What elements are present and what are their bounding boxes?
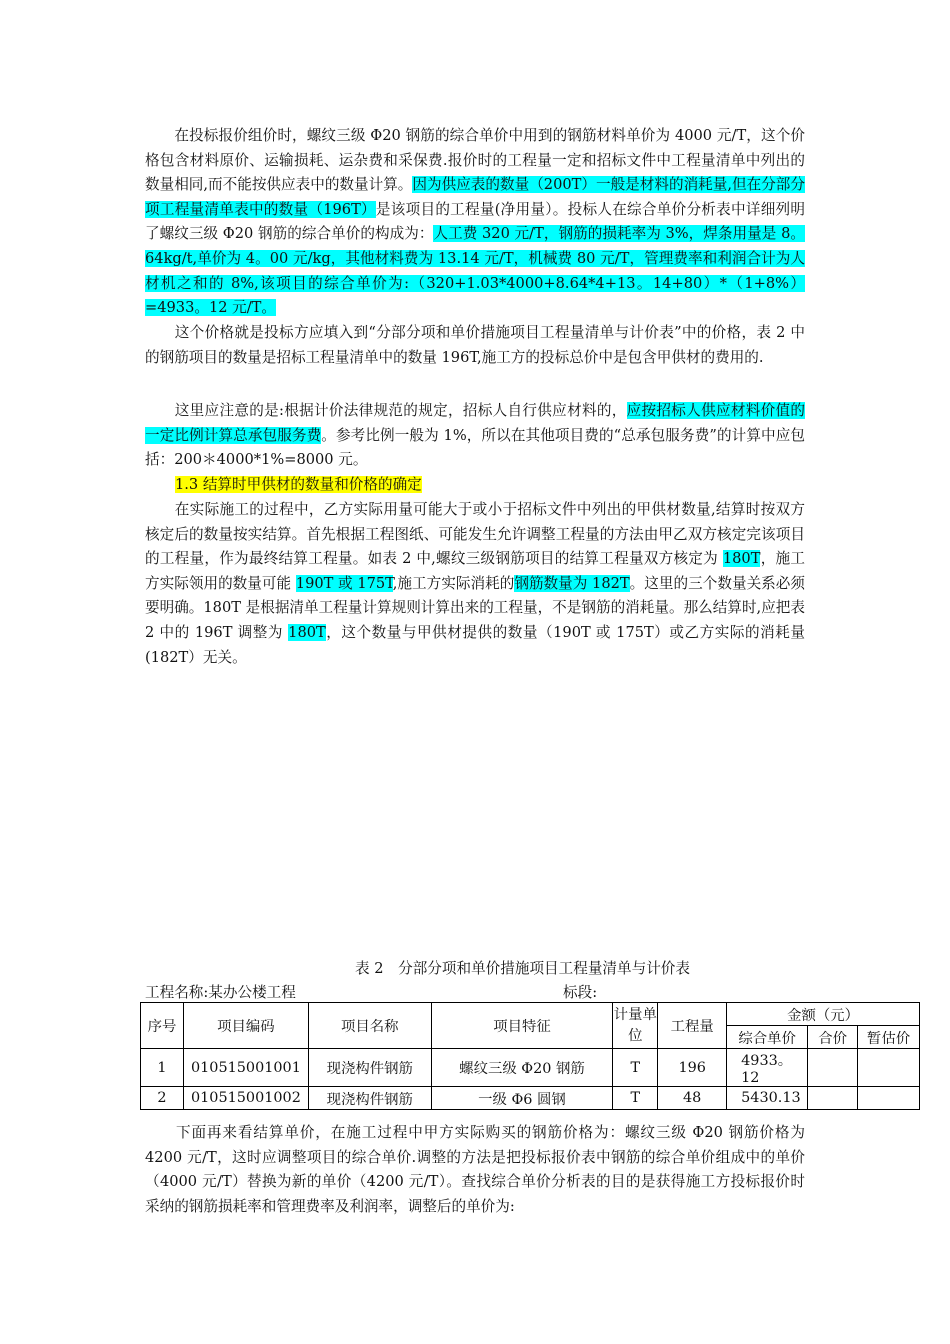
section-stage-label: 标段: xyxy=(563,984,598,1001)
header-feature: 项目特征 xyxy=(431,1003,613,1049)
cell-total xyxy=(808,1049,858,1087)
paragraph-price-explanation: 这个价格就是投标方应填入到“分部分项和单价措施项目工程量清单与计价表”中的价格，表 2 中的钢筋项目的数量是招标工程量清单中的数量 196T,施工方的投标总价中是包含甲供材的费用的. xyxy=(145,324,805,366)
highlighted-text-run: 但在分部分项工程量清单表中的数量（196T） xyxy=(145,176,805,218)
header-code: 项目编码 xyxy=(183,1003,308,1049)
text-run: ，施工方实际领用的数量可能 xyxy=(145,550,805,592)
cell-name: 现浇构件钢筋 xyxy=(308,1087,431,1110)
highlighted-text-run: 钢筋数量为 182T xyxy=(514,574,630,592)
cell-unit-price: 4933。12 xyxy=(727,1049,808,1087)
text-run: 这里应注意的是:根据计价法律规范的规定，招标人自行供应材料的， xyxy=(145,402,627,419)
project-name: 工程名称:某办公楼工程 xyxy=(145,984,296,1001)
cell-qty: 196 xyxy=(658,1049,727,1087)
cell-code: 010515001002 xyxy=(183,1087,308,1110)
highlighted-text-run: 人工费 320 元/T，钢筋的损耗率为 3%，焊条用量是 8。64kg/t,单价为 4。00 元/kg，其他材料费为 13.14 元/T，机械费 80 元/T，管理费率和利润合计为人材机之和的 8%,该项目的综合单价为:（320+1.03*4000+8.64*4+13。14+80）*（1+8%）=4933。12 元/T。 xyxy=(145,225,805,317)
highlighted-text-run: 因为供应表的数量（200T）一般是材料的消耗量, xyxy=(412,176,732,194)
header-amount: 金额（元） xyxy=(727,1003,920,1026)
text-run: 。这里的三个数量关系必须要明确。180T 是根据清单工程量计算规则计算出来的工程量，不是钢筋的消耗量。那么结算时,应把表 2 中的 196T 调整为 xyxy=(145,574,805,641)
table-caption: 表 2 分部分项和单价措施项目工程量清单与计价表 xyxy=(355,960,690,977)
highlighted-text-run: 应按招标人供应材料价值的一定比例计算总承包服务费 xyxy=(145,402,805,444)
cell-feature: 一级 Φ6 圆钢 xyxy=(431,1087,613,1110)
header-name: 项目名称 xyxy=(308,1003,431,1049)
section-heading xyxy=(145,473,835,498)
highlighted-text-run: 190T 或 175T xyxy=(295,574,393,592)
table-project-line xyxy=(145,981,805,1002)
section-heading-text: 1.3 结算时甲供材的数量和价格的确定 xyxy=(175,476,422,493)
text-run: ，这个数量与甲供材提供的数量（190T 或 175T）或乙方实际的消耗量(182T）无关。 xyxy=(145,623,805,666)
boq-table xyxy=(140,1002,920,1110)
paragraph-bid-pricing xyxy=(145,124,805,321)
header-provisional: 暂估价 xyxy=(858,1026,920,1049)
header-unit: 计量单位 xyxy=(613,1003,658,1049)
cell-total xyxy=(808,1087,858,1110)
table-row xyxy=(141,1087,920,1110)
text-run: 在实际施工的过程中，乙方实际用量可能大于或小于招标文件中列出的甲供材数量,结算时按双方核定后的数量按实结算。首先根据工程图纸、可能发生允许调整工程量的方法由甲乙双方核定完该项目的工程量，作为最终结算工程量。如表 2 中,螺纹三级钢筋项目的结算工程量双方核定为 xyxy=(145,501,805,568)
cell-unit: T xyxy=(613,1087,658,1110)
text-run: 。参考比例一般为 1%，所以在其他项目费的“总承包服务费”的计算中应包括：200＊4000*1%=8000 元。 xyxy=(145,426,805,469)
header-unit-price: 综合单价 xyxy=(727,1026,808,1049)
text-run: 是该项目的工程量(净用量）。投标人在综合单价分析表中详细列明了螺纹三级 Φ20 钢筋的综合单价的构成为： xyxy=(145,200,805,243)
cell-provisional xyxy=(858,1087,920,1110)
paragraph-service-fee xyxy=(145,399,805,473)
cell-name: 现浇构件钢筋 xyxy=(308,1049,431,1087)
header-seq: 序号 xyxy=(141,1003,184,1049)
table-row xyxy=(141,1049,920,1087)
header-qty: 工程量 xyxy=(658,1003,727,1049)
cell-code: 010515001001 xyxy=(183,1049,308,1087)
header-total: 合价 xyxy=(808,1026,858,1049)
cell-provisional xyxy=(858,1049,920,1087)
text-run: ,施工方实际消耗的 xyxy=(392,574,515,592)
paragraph-settlement-price: 下面再来看结算单价，在施工过程中甲方实际购买的钢筋价格为：螺纹三级 Φ20 钢筋价格为 4200 元/T，这时应调整项目的综合单价.调整的方法是把投标报价表中钢筋的综合单价组成中的单价（4000 元/T）替换为新的单价（4200 元/T）。查找综合单价分析表的目的是获得施工方投标报价时采纳的钢筋损耗率和管理费率及利润率，调整后的单价为: xyxy=(145,1124,805,1215)
text-run: 在投标报价组价时，螺纹三级 Φ20 钢筋的综合单价中用到的钢筋材料单价为 4000 元/T，这个价格包含材料原价、运输损耗、运杂费和采保费.报价时的工程量一定和招标文件中工程量清单中列出的数量相同,而不能按供应表中的数量计算。 xyxy=(145,127,805,194)
highlighted-text-run: 180T xyxy=(288,623,326,641)
cell-seq: 1 xyxy=(141,1049,184,1087)
cell-unit-price: 5430.13 xyxy=(727,1087,808,1110)
cell-feature: 螺纹三级 Φ20 钢筋 xyxy=(431,1049,613,1087)
table-header-row xyxy=(141,1003,920,1026)
paragraph-settlement-quantity xyxy=(145,498,805,670)
cell-unit: T xyxy=(613,1049,658,1087)
highlighted-text-run: 180T xyxy=(722,550,761,568)
cell-qty: 48 xyxy=(658,1087,727,1110)
cell-seq: 2 xyxy=(141,1087,184,1110)
